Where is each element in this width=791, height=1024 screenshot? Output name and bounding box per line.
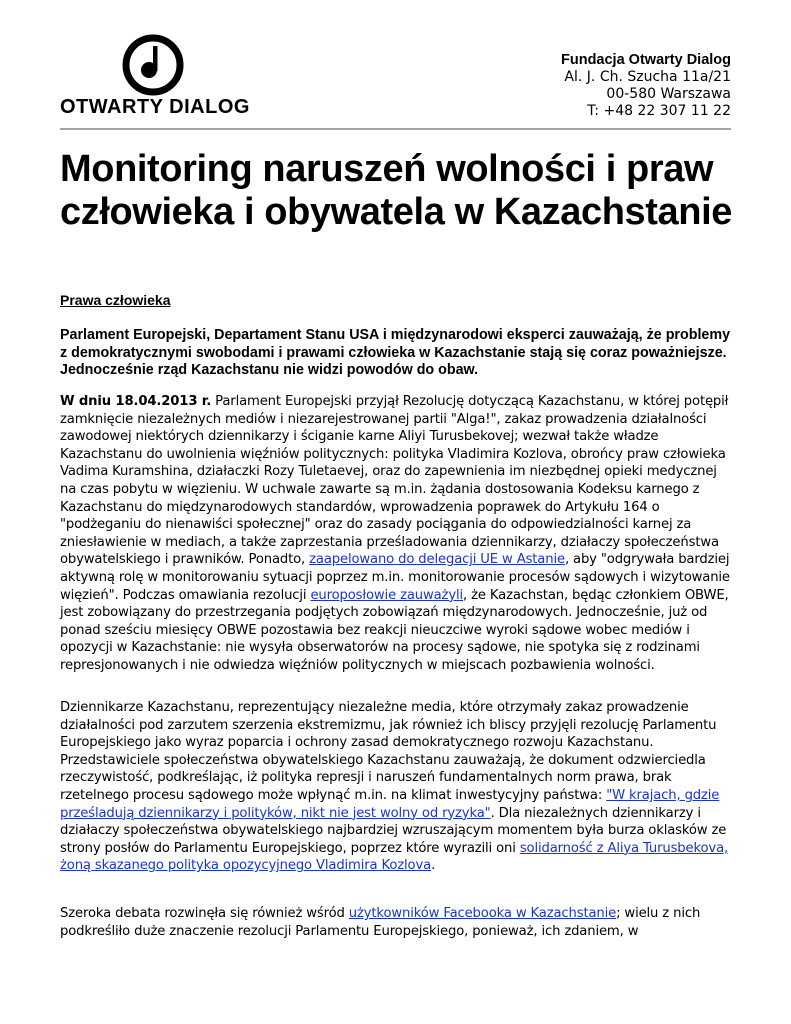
paragraph-text: Parlament Europejski przyjął Rezolucję dotyczącą Kazachstanu, w której potępił zamknięcie niezależnych mediów i niezarejestrowanej partii "Alga!", zakaz prowadzenia działalności zawodowej niektórych dziennikarzy i ściganie karne Aliyi Turusbekovej; wezwał także władze Kazachstanu do uwolnienia więźniów politycznych: polityka Vladimira Kozlova, obrońcy praw człowieka Vadima Kuramshina, działaczki Rozy Tuletaevej, oraz do zapewnienia im niezbędnej opieki medycznej na czas pobytu w więzieniu. W uchwale zawarte są m.in. żądania dostosowania Kodeksu karnego z Kazachstanu do międzynarodowych standardów, wprowadzenia poprawek do Artykułu 164 o "podżeganiu do nienawiści społecznej" oraz do zasady pociągania do odpowiedzialności karnej za zniesławienie w mediach, a także zaprzestania prześladowania dziennikarzy, działaczy społeczeństwa obywatelskiego i prawników. Ponadto, [60, 394, 729, 568]
paragraph-text: , że Kazachstan, będąc członkiem OBWE, jest zobowiązany do przestrzegania podjętych zobowiązań międzynarodowych. Jednocześnie, już od ponad sześciu miesięcy OBWE pozostawia bez reakcji nieuczciwe wyroki sądowe wobec mediów i opozycji w Kazachstanie: nie wysyła obserwatorów na procesy sądowe, nie spotyka się z rodzinami represjonowanych i nie odwiedza więźniów politycznych w miejscach pozbawienia wolności. [60, 587, 729, 673]
phone: T: +48 22 307 11 22 [587, 103, 731, 119]
organization-name: Fundacja Otwarty Dialog [561, 52, 731, 68]
link-mep-remarks[interactable]: europosłowie zauważyli [310, 587, 464, 603]
address-line-1: Al. J. Ch. Szucha 11a/21 [564, 69, 731, 85]
note-circle-logo-icon [122, 34, 184, 96]
organization-contact [561, 52, 731, 120]
category-label[interactable]: Prawa człowieka [60, 292, 171, 308]
paragraph-text: , aby "odgrywała bardziej aktywną rolę w monitorowaniu sytuacji poprzez m.in. monitorowanie procesów sądowych i wizytowanie więzień". Podczas omawiania rezolucji [60, 552, 730, 603]
paragraph-text: Szeroka debata rozwinęła się również wśród [60, 906, 349, 921]
link-quote-risk[interactable]: "W krajach, gdzie prześladują dziennikarzy i polityków, nikt nie jest wolny od ryzyka" [60, 787, 720, 821]
link-facebook-users[interactable]: użytkowników Facebooka w Kazachstanie [348, 906, 617, 921]
logo-text: OTWARTY DIALOG [60, 96, 250, 118]
link-delegation-eu[interactable]: zaapelowano do delegacji UE w Astanie [309, 552, 565, 568]
paragraph-text: . Dla niezależnych dziennikarzy i działaczy społeczeństwa obywatelskiego najbardziej wzruszającym momentem była burza oklasków ze strony posłów do Parlamentu Europejskiego, poprzez które wyrazili oni [60, 805, 727, 856]
header-divider [60, 128, 731, 130]
article-title: Monitoring naruszeń wolności i praw człowieka i obywatela w Kazachstanie [60, 148, 732, 233]
address-line-2: 00-580 Warszawa [606, 86, 731, 102]
paragraph-3 [60, 905, 735, 940]
paragraph-2 [60, 699, 735, 875]
link-solidarity[interactable]: solidarność z Aliya Turusbekova, żoną skazanego polityka opozycyjnego Vladimira Kozlova [60, 840, 729, 874]
date: W dniu 18.04.2013 r. [60, 394, 212, 409]
paragraph-text: Dziennikarze Kazachstanu, reprezentujący niezależne media, które otrzymały zakaz prowadzenie działalności pod zarzutem szerzenia ekstremizmu, jak również ich bliscy przyjęli rezolucję Parlamentu Europejskiego jako wyraz poparcia i ochrony zasad demokratycznego rozwoju Kazachstanu. Przedstawiciele społeczeństwa obywatelskiego Kazachstanu zauważają, że dokument odzwierciedla rzeczywistość, podkreślając, iż polityka represji i naruszeń fundamentalnych norm prawa, brak rzetelnego procesu sądowego może wpłynąć m.in. na klimat inwestycyjny państwa: [60, 700, 717, 803]
article-lead: Parlament Europejski, Departament Stanu USA i międzynarodowi eksperci zauważają, że problemy z demokratycznymi swobodami i prawami człowieka w Kazachstanie stają się coraz poważniejsze. Jednocześnie rząd Kazachstanu nie widzi powodów do obaw. [60, 327, 731, 378]
paragraph-text: . [431, 858, 436, 874]
paragraph-text: ; wielu z nich podkreśliło duże znaczenie rezolucji Parlamentu Europejskiego, ponieważ, ich zdaniem, w [60, 906, 701, 939]
logo [60, 34, 250, 124]
paragraph-1 [60, 393, 735, 675]
